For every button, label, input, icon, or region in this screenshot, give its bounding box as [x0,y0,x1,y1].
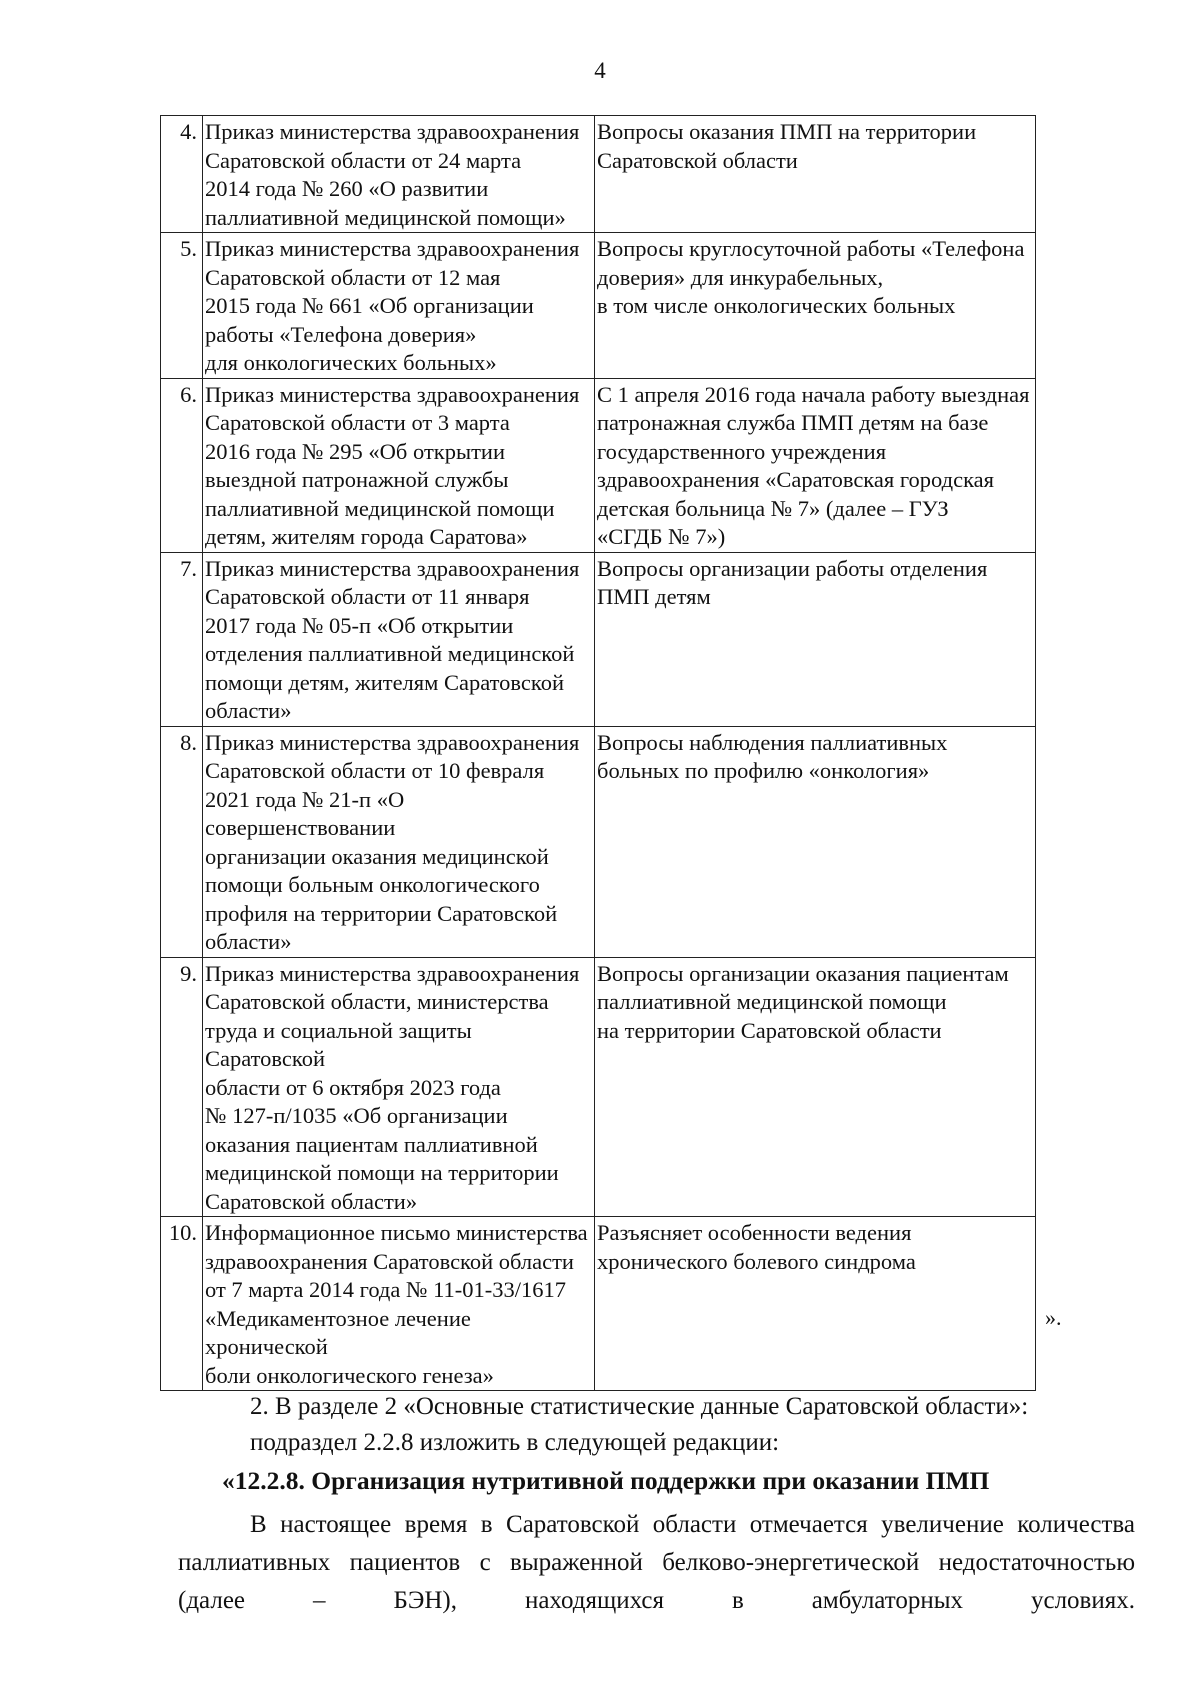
table-row [161,957,1036,1217]
description-cell: Вопросы организации оказания пациентам паллиативной медицинской помощи на территории Саратовской области [595,957,1036,1217]
table-row [161,1217,1036,1391]
row-number: 10. [161,1217,203,1391]
document-cell: Приказ министерства здравоохранения Саратовской области от 11 января 2017 года № 05-п «Об открытии отделения паллиативной медицинской помощи детям, жителям Саратовской области» [203,552,595,726]
section-heading: «12.2.8. Организация нутритивной поддержки при оказании ПМП [222,1466,990,1495]
row-number: 8. [161,726,203,957]
description-cell: Вопросы круглосуточной работы «Телефона доверия» для инкурабельных, в том числе онкологических больных [595,233,1036,379]
amendment-item-2: 2. В разделе 2 «Основные статистические данные Саратовской области»: [250,1393,1029,1420]
row-number: 6. [161,378,203,552]
table-row [161,726,1036,957]
body-paragraph: В настоящее время в Саратовской области отмечается увеличение количества паллиативных пациентов с выраженной белково-энергетической недостаточностью (далее – БЭН), находящихся в амбулаторных условиях. [178,1511,1135,1614]
description-cell: Вопросы наблюдения паллиативных больных по профилю «онкология» [595,726,1036,957]
table-row [161,116,1036,233]
row-number: 9. [161,957,203,1217]
table-row [161,552,1036,726]
amendment-subsection: подраздел 2.2.8 изложить в следующей редакции: [250,1429,780,1456]
document-cell: Приказ министерства здравоохранения Саратовской области от 12 мая 2015 года № 661 «Об организации работы «Телефона доверия» для онкологических больных» [203,233,595,379]
row-number: 5. [161,233,203,379]
table-row [161,233,1036,379]
description-cell: Вопросы организации работы отделения ПМП детям [595,552,1036,726]
row-number: 7. [161,552,203,726]
document-cell: Информационное письмо министерства здравоохранения Саратовской области от 7 марта 2014 года № 11-01-33/1617 «Медикаментозное лечение хронической боли онкологического генеза» [203,1217,595,1391]
document-cell: Приказ министерства здравоохранения Саратовской области от 24 марта 2014 года № 260 «О развитии паллиативной медицинской помощи» [203,116,595,233]
description-cell: Вопросы оказания ПМП на территории Саратовской области [595,116,1036,233]
table-row [161,378,1036,552]
document-cell: Приказ министерства здравоохранения Саратовской области от 10 февраля 2021 года № 21-п «О совершенствовании организации оказания медицинской помощи больным онкологического профиля на территории Саратовской области» [203,726,595,957]
closing-quote: ». [1045,1305,1062,1330]
description-cell: Разъясняет особенности ведения хронического болевого синдрома [595,1217,1036,1391]
page-number: 4 [594,58,606,83]
description-cell: С 1 апреля 2016 года начала работу выездная патронажная служба ПМП детям на базе государственного учреждения здравоохранения «Саратовская городская детская больница № 7» (далее – ГУЗ «СГДБ № 7») [595,378,1036,552]
row-number: 4. [161,116,203,233]
document-cell: Приказ министерства здравоохранения Саратовской области от 3 марта 2016 года № 295 «Об открытии выездной патронажной службы паллиативной медицинской помощи детям, жителям города Саратова» [203,378,595,552]
legal-documents-table [160,115,1036,1391]
document-cell: Приказ министерства здравоохранения Саратовской области, министерства труда и социальной защиты Саратовской области от 6 октября 2023 года № 127-п/1035 «Об организации оказания пациентам паллиативной медицинской помощи на территории Саратовской области» [203,957,595,1217]
